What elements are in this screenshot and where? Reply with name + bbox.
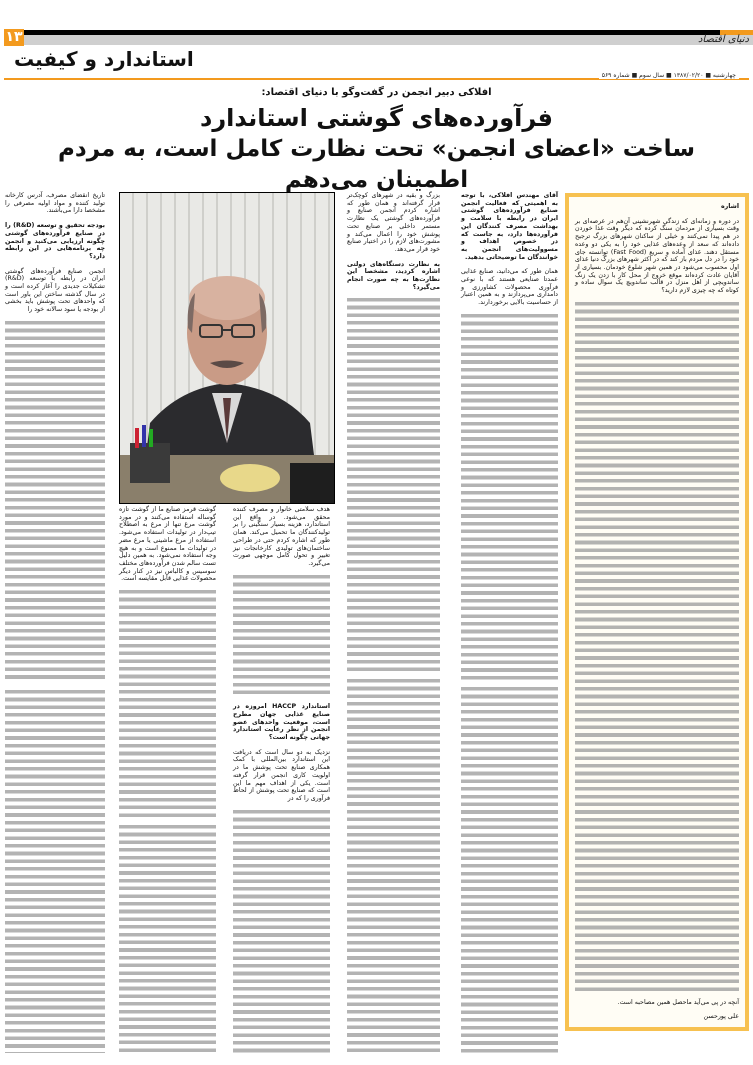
- intro-box: [565, 193, 749, 1031]
- section-title: استاندارد و کیفیت: [14, 47, 194, 71]
- headline-block: [10, 86, 743, 193]
- paragraph: هدف سلامتی خانوار و مصرف کننده محقق می‌شود. در واقع این استاندارد، هزینه بسیار سنگینی را بر تولیدکنندگان ما تحمیل می‌کند. همان طور که اشاره کردم حتی در طراحی ساختمان‌های تولیدی کارخانجات نیز تغییر و تحول کامل موجهی صورت می‌گیرد.: [233, 506, 330, 567]
- paragraph: همان طور که می‌دانید، صنایع غذایی عمدتا صنایعی هستند که با نوعی فرآوری محصولات کشاورزی و دامداری می‌پردازند و به همین اعتبار از حساسیت بالایی برخوردارند.: [461, 268, 558, 307]
- column-4: [119, 506, 216, 1060]
- question: آقای مهندس افلاکی، با توجه به اهمیتی که فعالیت انجمن صنایع فرآورده‌های گوشتی ایران در رابطه با سلامت و بهداشت مصرف کنندگان این فرآورده‌ها دارد، به جاست که در خصوص اهداف و مسوولیت‌های انجمن به خوانندگان ما توضیحاتی بدهید.: [461, 192, 558, 261]
- body-text-lines: [119, 825, 216, 1053]
- page-number: ۱۳: [5, 29, 23, 45]
- body-text-lines: [233, 575, 330, 697]
- intro-author: علی پورحسن: [703, 1013, 739, 1021]
- interviewee-photo: [119, 192, 335, 504]
- paragraph: انجمن صنایع فرآورده‌های گوشتی ایران در رابطه با توسعه (R&D) تشکیلات جدیدی را آغاز کرده است و در سال گذشته ساختن این باور است که واحدهای تحت پوشش باید بخشی از بودجه یا سود سالانه خود را: [5, 267, 105, 314]
- body-text-lines: [461, 687, 558, 1053]
- paragraph: تاریخ انقضای مصرف، آدرس کارخانه تولید کننده و مواد اولیه مصرفی را مشخصا دارا می‌باشند.: [5, 192, 105, 215]
- question: به نظارت دستگاه‌های دولتی اشاره کردید، مشخصا این نظارت‌ها به چه صورت انجام می‌گیرد؟: [347, 260, 440, 291]
- kicker: افلاکی دبیر انجمن در گفت‌وگو با دنیای اقتصاد:: [261, 87, 492, 98]
- body-text-lines: [575, 302, 739, 992]
- dateline: چهارشنبه ■ ۱۳۸۷/۰۲/۲۰ ■ سال سوم ■ شماره ۵۶۹: [599, 72, 739, 79]
- question: بودجه تحقیق و توسعه (R&D) را در صنایع فرآورده‌های گوشتی چگونه ارزیابی می‌کنید و انجمن چه برنامه‌هایی در این رابطه دارد؟: [5, 222, 105, 260]
- body-text-lines: [5, 321, 105, 684]
- column-3: [233, 506, 330, 1060]
- body-text-lines: [347, 679, 440, 1053]
- column-1: [461, 192, 558, 1060]
- headline-line2: ساخت «اعضای انجمن» تحت نظارت کامل است، به مردم اطمینان می‌دهم: [58, 136, 695, 193]
- body-text-lines: [233, 810, 330, 1053]
- column-5: [5, 192, 105, 1060]
- headline-line1: فرآورده‌های گوشتی استاندارد: [200, 104, 554, 132]
- newspaper-logo: دنیای اقتصاد: [697, 34, 749, 45]
- body-text-lines: [5, 690, 105, 1053]
- paragraph: بزرگ و بقیه در شهرهای کوچک‌تر قرار گرفته‌اند و همان طور که اشاره کردم انجمن صنایع و فرآورده‌های گوشتی یک نظارت مستمر داخلی بر صنایع تحت پوشش خود را اعمال می‌کند و مشورت‌های لازم را در اختیار صنایع خود قرار می‌دهد.: [347, 192, 440, 253]
- portrait-image: [120, 193, 334, 503]
- question: استاندارد HACCP امروزه در صنایع غذایی جهان مطرح است، موقعیت واحدهای عضو انجمن از نظر رعایت استاندارد جهانی چگونه است؟: [233, 703, 330, 742]
- paragraph: گوشت قرمز صنایع ما از گوشت تازه گوساله استفاده می‌کنند و در مورد گوشت مرغ تنها از مرغ به اصطلاح تیپ‌دار در تولیدات استفاده می‌شود. استفاده از مرغ ماشینی یا مرغ مضر در تولیدات ما ممنوع است و به هیچ وجه استفاده نمی‌شود. به همین دلیل تست سالم شدن فرآورده‌های مختلف سوسیس و کالباس نیز در کنار دیگر محصولات غذایی قابل مقایسه است.: [119, 506, 216, 583]
- column-2: [347, 192, 440, 1060]
- paragraph: نزدیک به دو سال است که دریافت این استاندارد بین‌المللی با کمک همکاری صنایع تحت پوشش ما در اولویت کاری انجمن قرار گرفته است. یکی از اهداف مهم ما این است که صنایع تحت پوشش از لحاظ فرآوری را که در: [233, 748, 330, 802]
- intro-label: اشاره: [720, 203, 739, 210]
- intro-paragraph: در دوره و زمانه‌ای که زندگی شهرنشینی آن‌هم در عرصه‌ای بر وقت بسیاری از مردمان سنگ کرده که دیگر وقت غذا خوردن در هم پیدا نمی‌کنند و خیلی از ساکنان شهرهای بزرگ ترجیح داده‌اند که سعد از وعده‌های غذایی خود را به یکی دو وعده مستقل دهند. غذای آماده و سریع (Fast Food) توانسته جای خود را در دل مردم باز کند که در اکثر شهرهای بزرگ دنیا غذای اول محسوب می‌شود در همین شهر شلوغ خودمان. بسیاری از آقایان عادت کرده‌اند موقع خروج از محل کار با زدن یک زنگ ساندویچی از اهل منزل در قالب ساندویچ یک سوال ساده و کوتاه که چه چیزی لازم دارید؟: [575, 217, 739, 295]
- body-text-lines: [461, 314, 558, 680]
- masthead-gray-bar: [24, 35, 753, 45]
- body-text-lines: [347, 298, 440, 672]
- body-text-lines: [119, 590, 216, 818]
- intro-closing: آنچه در پی می‌آید ماحصل همین مصاحبه است.: [617, 998, 739, 1006]
